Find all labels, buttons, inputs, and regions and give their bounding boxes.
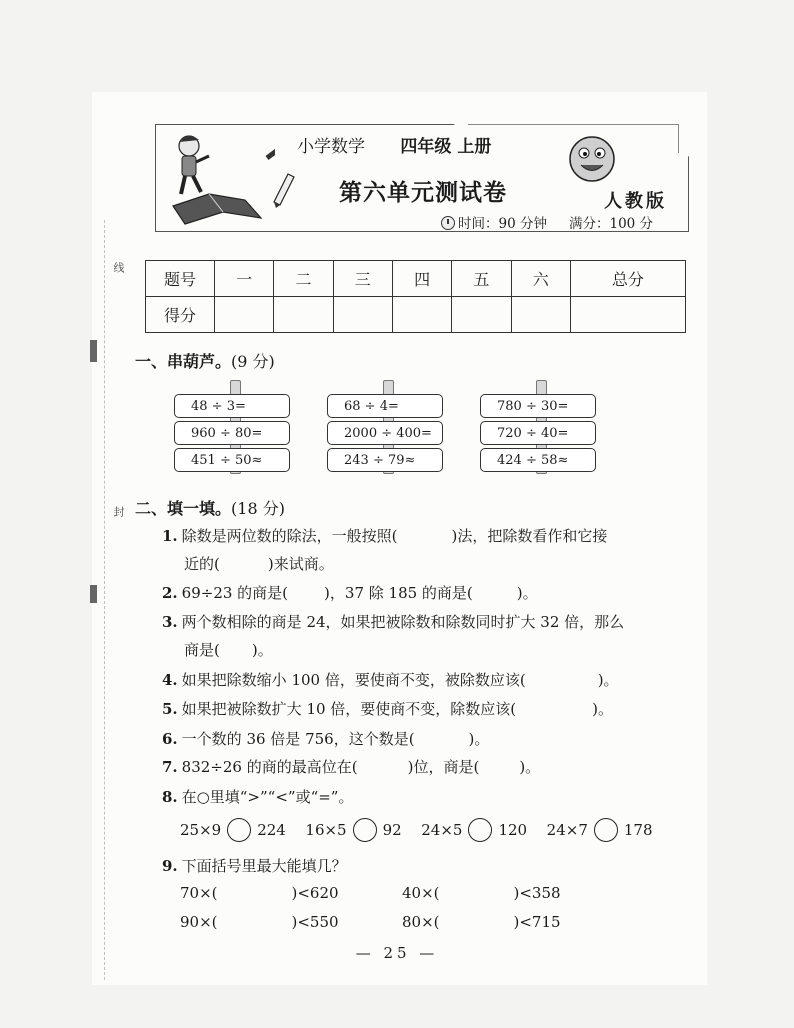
score-table <box>145 260 686 333</box>
question-number: 6. <box>162 730 178 748</box>
question-3-line2 <box>184 640 273 660</box>
margin-label-feng: 封 <box>112 506 125 517</box>
score-input-cell[interactable] <box>570 297 685 333</box>
question-number: 8. <box>162 788 178 806</box>
question-8-items <box>180 819 653 843</box>
question-text: 一个数的 36 倍是 756，这个数是( <box>181 730 415 748</box>
question-text: 80×( <box>402 913 440 931</box>
gourd-cell[interactable]: 243 ÷ 79≈ <box>327 448 443 472</box>
table-cell: 一 <box>215 261 274 297</box>
question-number: 7. <box>162 758 178 776</box>
subject-text: 小学数学 <box>297 137 365 157</box>
question-text: )。 <box>597 671 619 689</box>
table-cell: 二 <box>274 261 333 297</box>
question-text: )。 <box>592 700 614 718</box>
question-text: 如果把除数缩小 100 倍，要使商不变，被除数应该( <box>181 671 526 689</box>
question-9-item <box>180 883 339 903</box>
question-number: 2. <box>162 584 178 602</box>
question-9-item <box>402 883 561 903</box>
section2-points: (18 分) <box>231 499 285 518</box>
question-text: 两个数相除的商是 24，如果把被除数和除数同时扩大 32 倍，那么 <box>181 613 625 631</box>
smiley-ball-icon <box>567 134 617 184</box>
question-9-item <box>180 912 339 932</box>
gourd-cell[interactable]: 780 ÷ 30= <box>480 394 596 418</box>
section1-heading <box>135 349 275 372</box>
score-input-cell[interactable] <box>215 297 274 333</box>
question-9-item <box>402 912 561 932</box>
margin-mark <box>90 340 97 362</box>
compare-circle[interactable] <box>594 818 618 842</box>
page-title: 第六单元测试卷 <box>339 179 507 206</box>
compare-left: 24×7 <box>546 821 588 839</box>
table-cell: 六 <box>511 261 570 297</box>
question-text: 40×( <box>402 884 440 902</box>
question-number: 1. <box>162 527 178 545</box>
question-text: 下面括号里最大能填几？ <box>181 857 347 875</box>
score-input-cell[interactable] <box>452 297 511 333</box>
question-text: )<715 <box>513 913 561 931</box>
question-3-line1 <box>162 612 624 632</box>
full-score: 满分：100 分 <box>568 216 654 232</box>
question-1-line2 <box>184 554 334 574</box>
compare-right: 224 <box>257 821 286 839</box>
gourd-cell[interactable]: 48 ÷ 3= <box>174 394 290 418</box>
question-number: 4. <box>162 671 178 689</box>
question-text: 如果把被除数扩大 10 倍，要使商不变，除数应该( <box>181 700 517 718</box>
edition-label: 人教版 <box>604 191 667 212</box>
header-subject-line <box>297 132 521 157</box>
score-table-score-row <box>146 297 686 333</box>
question-text: 832÷26 的商的最高位在( <box>181 758 358 776</box>
gourd-cell[interactable]: 960 ÷ 80= <box>174 421 290 445</box>
score-input-cell[interactable] <box>333 297 392 333</box>
clock-icon <box>441 216 455 230</box>
margin-label-xian: 线 <box>112 262 125 273</box>
question-text: 近的( <box>184 555 220 573</box>
section1-points: (9 分) <box>231 352 275 371</box>
question-text: )。 <box>468 730 490 748</box>
section2-title: 二、填一填。 <box>135 499 232 518</box>
question-text: 90×( <box>180 913 218 931</box>
compare-right: 92 <box>382 821 402 839</box>
section2-heading <box>135 496 285 519</box>
reading-boy-illustration <box>165 128 275 228</box>
question-number: 9. <box>162 857 178 875</box>
question-text: )法，把除数看作和它接 <box>451 527 608 545</box>
compare-circle[interactable] <box>468 818 492 842</box>
score-table-header-row <box>146 261 686 297</box>
question-text: )来试商。 <box>267 555 334 573</box>
question-4 <box>162 670 619 690</box>
gourd-cell[interactable]: 720 ÷ 40= <box>480 421 596 445</box>
question-number: 5. <box>162 700 178 718</box>
table-cell: 五 <box>452 261 511 297</box>
question-text: 除数是两位数的除法，一般按照( <box>181 527 398 545</box>
score-input-cell[interactable] <box>274 297 333 333</box>
question-text: )。 <box>516 584 538 602</box>
question-5 <box>162 699 613 719</box>
table-cell: 得分 <box>146 297 215 333</box>
exam-info <box>441 212 653 232</box>
question-text: )，37 除 185 的商是( <box>324 584 473 602</box>
gourd-cell[interactable]: 68 ÷ 4= <box>327 394 443 418</box>
gourd-cell[interactable]: 424 ÷ 58≈ <box>480 448 596 472</box>
score-input-cell[interactable] <box>511 297 570 333</box>
table-cell: 四 <box>392 261 451 297</box>
grade-text: 四年级 上册 <box>400 137 492 157</box>
compare-right: 120 <box>498 821 528 839</box>
page-number: — 25 — <box>355 944 439 962</box>
question-9 <box>162 856 347 876</box>
table-cell: 题号 <box>146 261 215 297</box>
question-text: )位，商是( <box>407 758 480 776</box>
compare-circle[interactable] <box>227 818 251 842</box>
gourd-cell[interactable]: 2000 ÷ 400= <box>327 421 443 445</box>
question-text: )<620 <box>291 884 339 902</box>
question-text: 70×( <box>180 884 218 902</box>
table-cell: 总分 <box>570 261 685 297</box>
question-7 <box>162 757 540 777</box>
gourd-cell[interactable]: 451 ÷ 50≈ <box>174 448 290 472</box>
question-text: )<358 <box>513 884 561 902</box>
table-cell: 三 <box>333 261 392 297</box>
question-text: 在○里填“>”“<”或“=”。 <box>181 788 354 806</box>
question-number: 3. <box>162 613 178 631</box>
time-limit: 时间：90 分钟 <box>458 216 547 232</box>
question-text: 商是( <box>184 641 220 659</box>
question-text: )。 <box>519 758 541 776</box>
question-6 <box>162 729 489 749</box>
compare-left: 24×5 <box>421 821 463 839</box>
score-input-cell[interactable] <box>392 297 451 333</box>
question-8 <box>162 787 353 807</box>
question-text: )。 <box>251 641 273 659</box>
compare-right: 178 <box>623 821 653 839</box>
question-1-line1 <box>162 526 607 546</box>
compare-left: 16×5 <box>305 821 347 839</box>
compare-circle[interactable] <box>353 818 377 842</box>
binding-line <box>104 220 106 980</box>
pencil-icon <box>268 168 296 208</box>
question-text: 69÷23 的商是( <box>181 584 289 602</box>
compare-left: 25×9 <box>180 821 222 839</box>
section1-title: 一、串葫芦。 <box>135 352 232 371</box>
margin-mark <box>90 585 97 603</box>
question-2 <box>162 583 538 603</box>
question-text: )<550 <box>291 913 339 931</box>
